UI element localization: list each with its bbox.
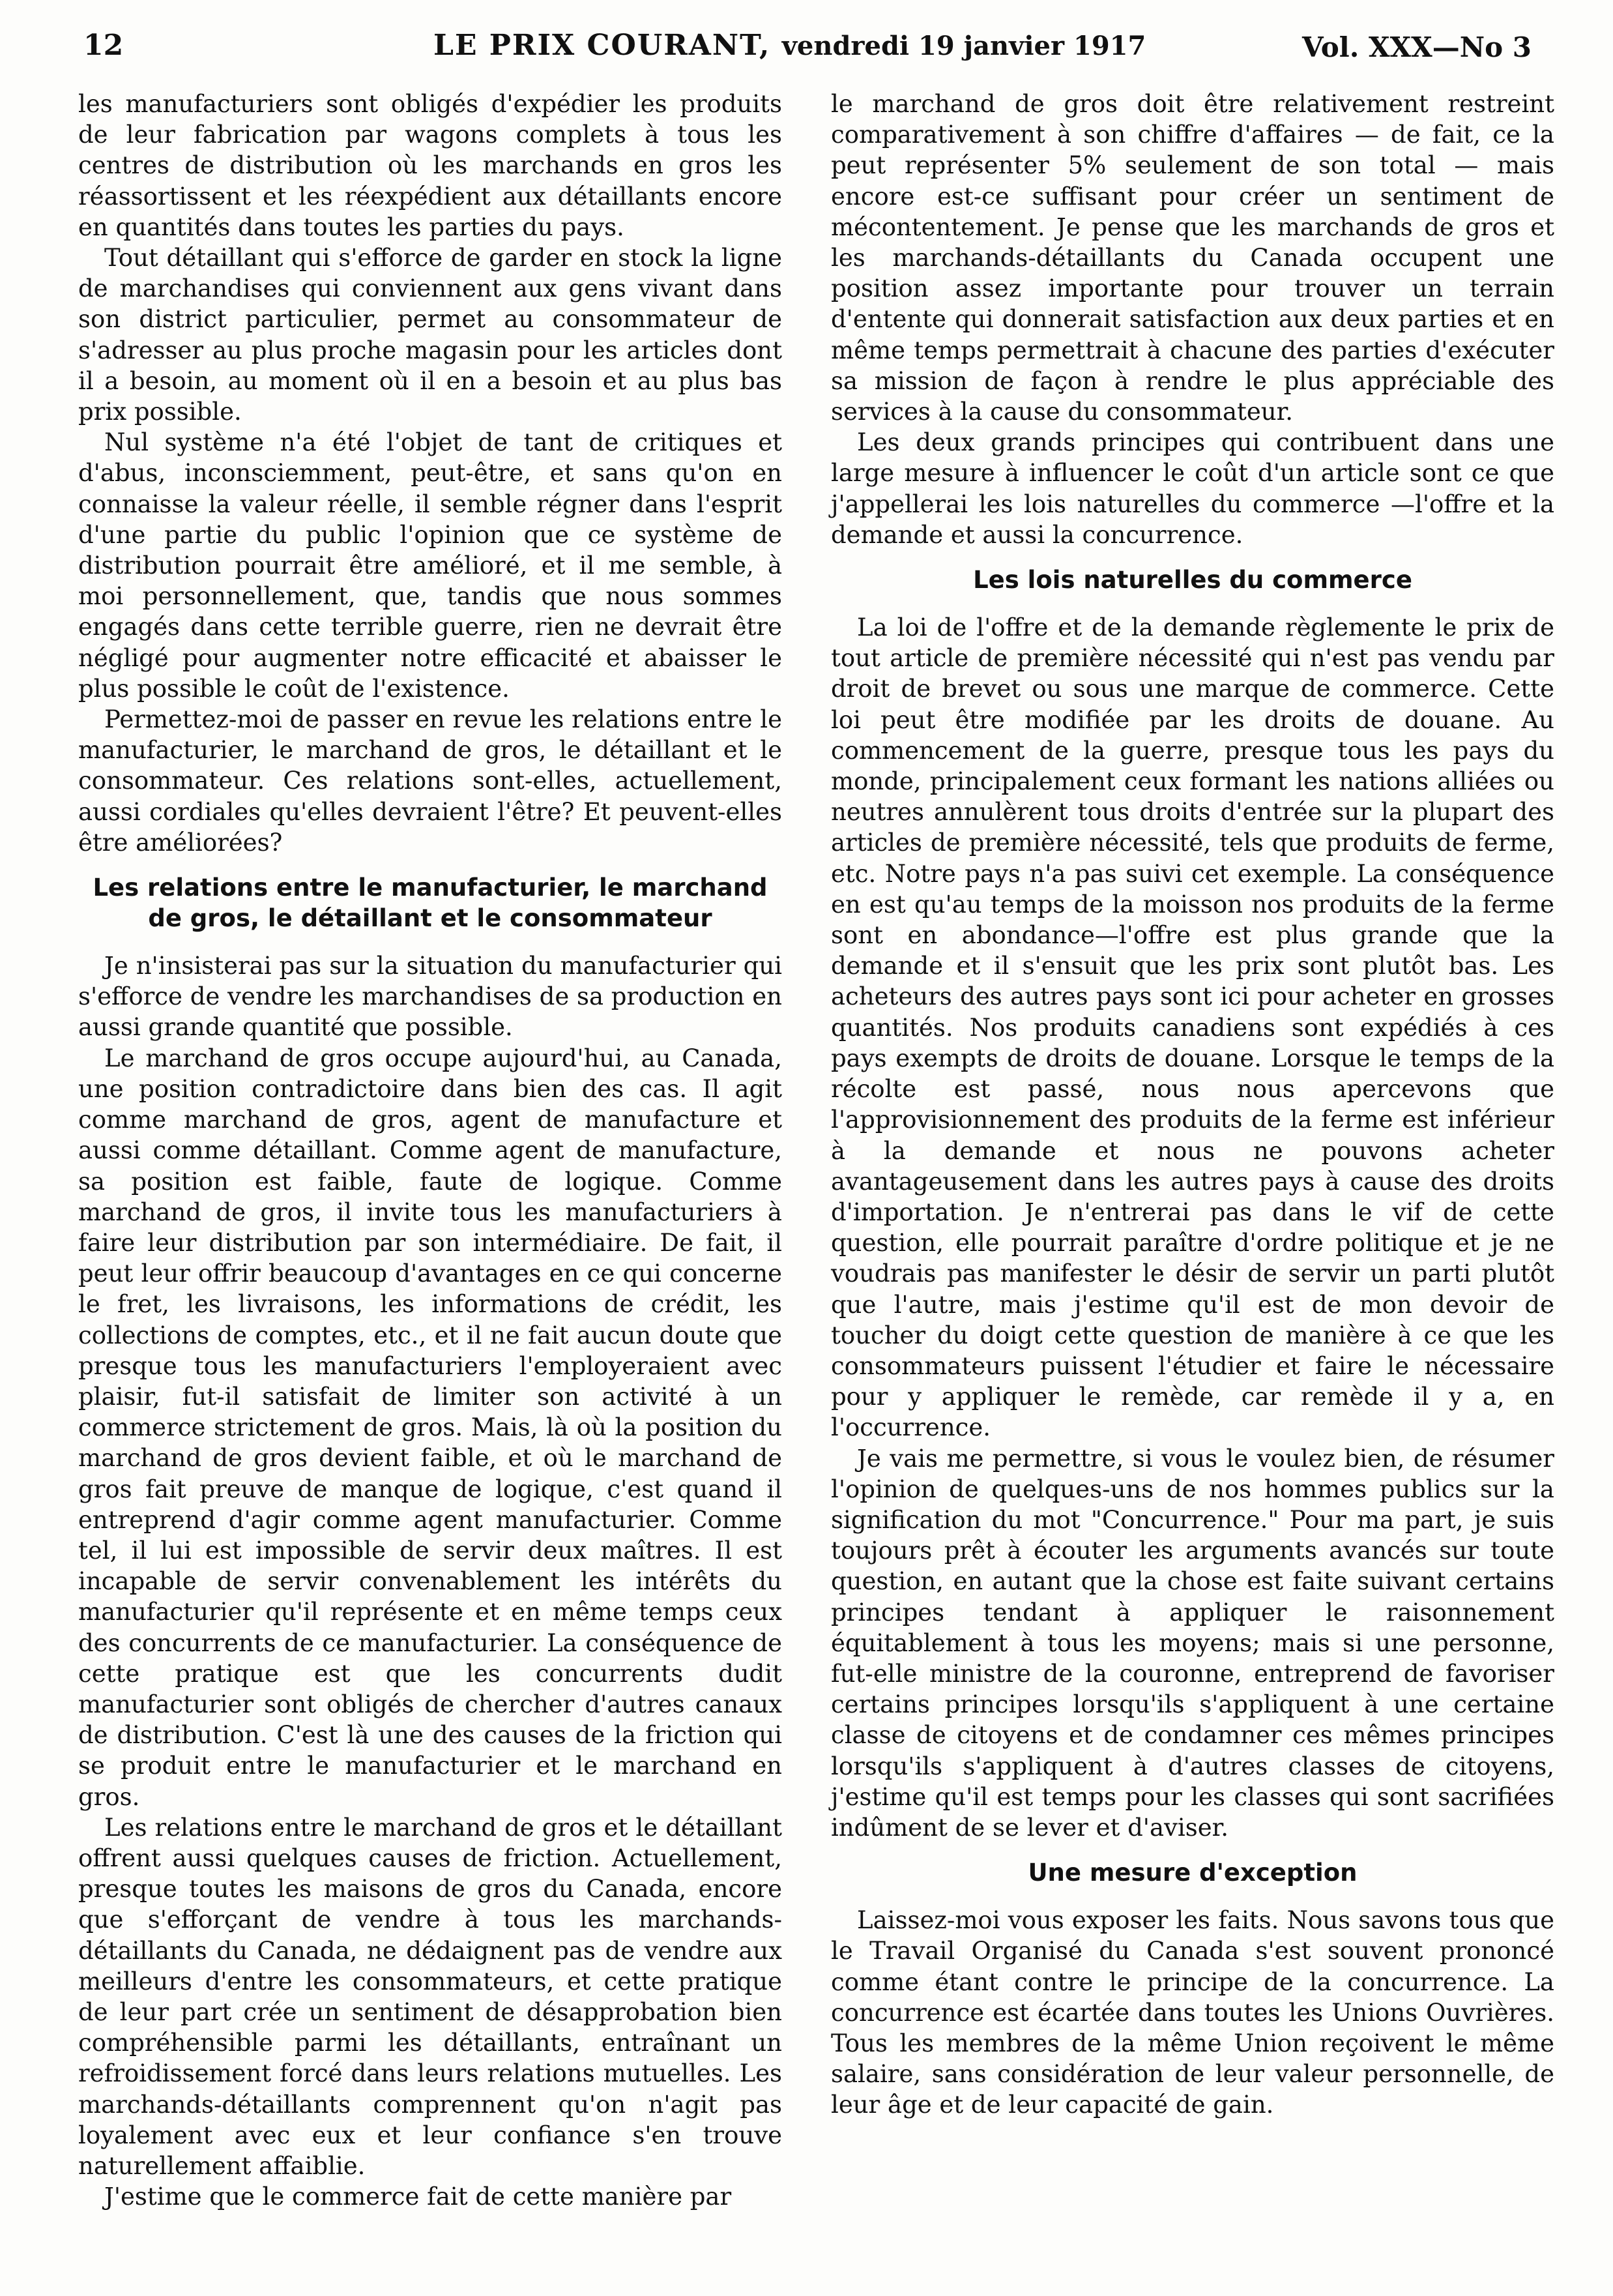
volume-number: Vol. XXX—No 3 [1302,31,1532,63]
paragraph: Les deux grands principes qui contribuent dans une large mesure à influencer le coût d'un article sont ce que j'appellerai les lois naturelles du commerce —l'offre et la demande et aussi la concurrence. [831,428,1554,549]
paragraph: Laissez-moi vous exposer les faits. Nous savons tous que le Travail Organisé du Canada s'est souvent prononcé comme étant contre le principe de la concurrence. La concurrence est écartée dans toutes les Unions Ouvrières. Tous les membres de la même Union reçoivent le même salaire, sans considération de leur valeur personnelle, de leur âge et de leur capacité de gain. [831,1906,1554,2119]
paragraph: les manufacturiers sont obligés d'expédier les produits de leur fabrication par wagons complets à tous les centres de distribution où les marchands en gros les réassortissent et les réexpédient aux détaillants encore en quantités dans toutes les parties du pays. [78,90,782,241]
section-heading: Les relations entre le manufacturier, le marchand de gros, le détaillant et le consommateur [93,874,768,933]
left-column [78,89,782,2212]
paragraph: Je n'insisterai pas sur la situation du manufacturier qui s'efforce de vendre les marchandises de sa production en aussi grande quantité que possible. [78,952,782,1042]
paragraph: J'estime que le commerce fait de cette manière par [104,2183,732,2211]
paragraph: Tout détaillant qui s'efforce de garder en stock la ligne de marchandises qui conviennent aux gens vivant dans son district particulier, permet au consommateur de s'adresser au plus proche magasin pour les articles dont il a besoin, au moment où il en a besoin et au plus bas prix possible. [78,244,782,426]
paragraph: Le marchand de gros occupe aujourd'hui, au Canada, une position contradictoire dans bien des cas. Il agit comme marchand de gros, agent de manufacture et aussi comme détaillant. Comme agent de manufacture, sa position est faible, faute de logique. Comme marchand de gros, il invite tous les manufacturiers à faire leur distribution par son intermédiaire. De fait, il peut leur offrir beaucoup d'avantages en ce qui concerne le fret, les livraisons, les informations de crédit, les collections de comptes, etc., et il ne fait aucun doute que presque tous les manufacturiers l'employeraient avec plaisir, fut-il satisfait de limiter son activité à un commerce strictement de gros. Mais, là où la position du marchand de gros devient faible, et où le marchand de gros fait preuve de manque de logique, c'est quand il entreprend d'agir comme agent manufacturier. Comme tel, il lui est impossible de servir deux maîtres. Il est incapable de servir convenablement les intérêts du manufacturier qu'il représente et en même temps ceux des concurrents de ce manufacturier. La conséquence de cette pratique est que les concurrents dudit manufacturier sont obligés de chercher d'autres canaux de distribution. C'est là une des causes de la friction qui se produit entre le manufacturier et le marchand en gros. [78,1044,782,1811]
paragraph: La loi de l'offre et de la demande règlemente le prix de tout article de première nécessité qui n'est pas vendu par droit de brevet ou sous une marque de commerce. Cette loi peut être modifiée par les droits de douane. Au commencement de la guerre, presque tous les pays du monde, principalement ceux formant les nations alliées ou neutres annulèrent tous droits d'entrée sur la plupart des articles de première nécessité, tels que produits de ferme, etc. Notre pays n'a pas suivi cet exemple. La conséquence en est qu'au temps de la moisson nos produits de la ferme sont en abondance—l'offre est plus grande que la demande et il s'ensuit que les prix sont plutôt bas. Les acheteurs des autres pays sont ici pour acheter en grosses quantités. Nos produits canadiens sont expédiés à ces pays exempts de droits de douane. Lorsque le temps de la récolte est passé, nous nous apercevons que l'approvisionnement des produits de la ferme est inférieur à la demande et nous ne pouvons acheter avantageusement dans les autres pays à cause des droits d'importation. Je n'entrerai pas dans le vif de cette question, elle pourrait paraître d'ordre politique et je ne voudrais pas manifester le désir de servir un parti plutôt que l'autre, mais j'estime qu'il est de mon devoir de toucher du doigt cette question de manière à ce que les consommateurs puissent l'étudier et faire le nécessaire pour y appliquer le remède, car remède il y a, en l'occurrence. [831,613,1554,1442]
page-header [78,25,1532,70]
paragraph: Permettez-moi de passer en revue les relations entre le manufacturier, le marchand de gros, le détaillant et le consommateur. Ces relations sont-elles, actuellement, aussi cordiales qu'elles devraient l'être? Et peuvent-elles être améliorées? [78,705,782,857]
publication-title [433,29,1146,62]
paragraph: le marchand de gros doit être relativement restreint comparativement à son chiffre d'affaires — de fait, ce la peut représenter 5% seulement de son total — mais encore est-ce suffisant pour créer un sentiment de mécontentement. Je pense que les marchands de gros et les marchands-détaillants du Canada occupent une position assez importante pour trouver un terrain d'entente qui donnerait satisfaction aux deux parties et en même temps permettrait à chacune des parties d'exécuter sa mission de façon à rendre le plus appréciable des services à la cause du consommateur. [831,90,1554,426]
paragraph: Je vais me permettre, si vous le voulez bien, de résumer l'opinion de quelques-uns de nos hommes publics sur la signification du mot "Concurrence." Pour ma part, je suis toujours prêt à écouter les arguments avancés sur toute question, en autant que la chose est faite suivant certains principes tendant à appliquer le raisonnement équitablement à tous les moyens; mais si une personne, fut-elle ministre de la couronne, entreprend de favoriser certains principes lorsqu'ils s'appliquent à une certaine classe de citoyens et de condamner ces mêmes principes lorsqu'ils s'appliquent à d'autres classes de citoyens, j'estime qu'il est temps pour les classes qui sont sacrifiées indûment de se lever et d'aviser. [831,1444,1554,1842]
masthead-name: LE PRIX COURANT, [433,29,771,62]
issue-date: vendredi 19 janvier 1917 [781,31,1146,61]
paragraph: Nul système n'a été l'objet de tant de critiques et d'abus, inconsciemment, peut-être, et sans qu'on en connaisse la valeur réelle, il semble régner dans l'esprit d'une partie du public l'opinion que ce système de distribution pourrait être amélioré, et il me semble, à moi personnellement, que, tandis que nous sommes engagés dans cette terrible guerre, rien ne devrait être négligé pour augmenter notre efficacité et abaisser le plus possible le coût de l'existence. [78,428,782,703]
paragraph: Les relations entre le marchand de gros et le détaillant offrent aussi quelques causes de friction. Actuellement, presque toutes les maisons de gros du Canada, encore que s'efforçant de vendre à tous les marchands-détaillants du Canada, ne dédaignent pas de vendre aux meilleurs d'entre les consommateurs, et cette pratique de leur part crée un sentiment de désapprobation bien compréhensible parmi les détaillants, entraînant un refroidissement forcé dans leurs relations mutuelles. Les marchands-détaillants comprennent qu'on n'agit pas loyalement avec eux et leur confiance s'en trouve naturellement affaiblie. [78,1813,782,2180]
section-heading: Une mesure d'exception [1028,1859,1358,1887]
section-heading: Les lois naturelles du commerce [973,566,1412,595]
right-column [831,89,1554,2121]
page-number: 12 [83,29,124,62]
